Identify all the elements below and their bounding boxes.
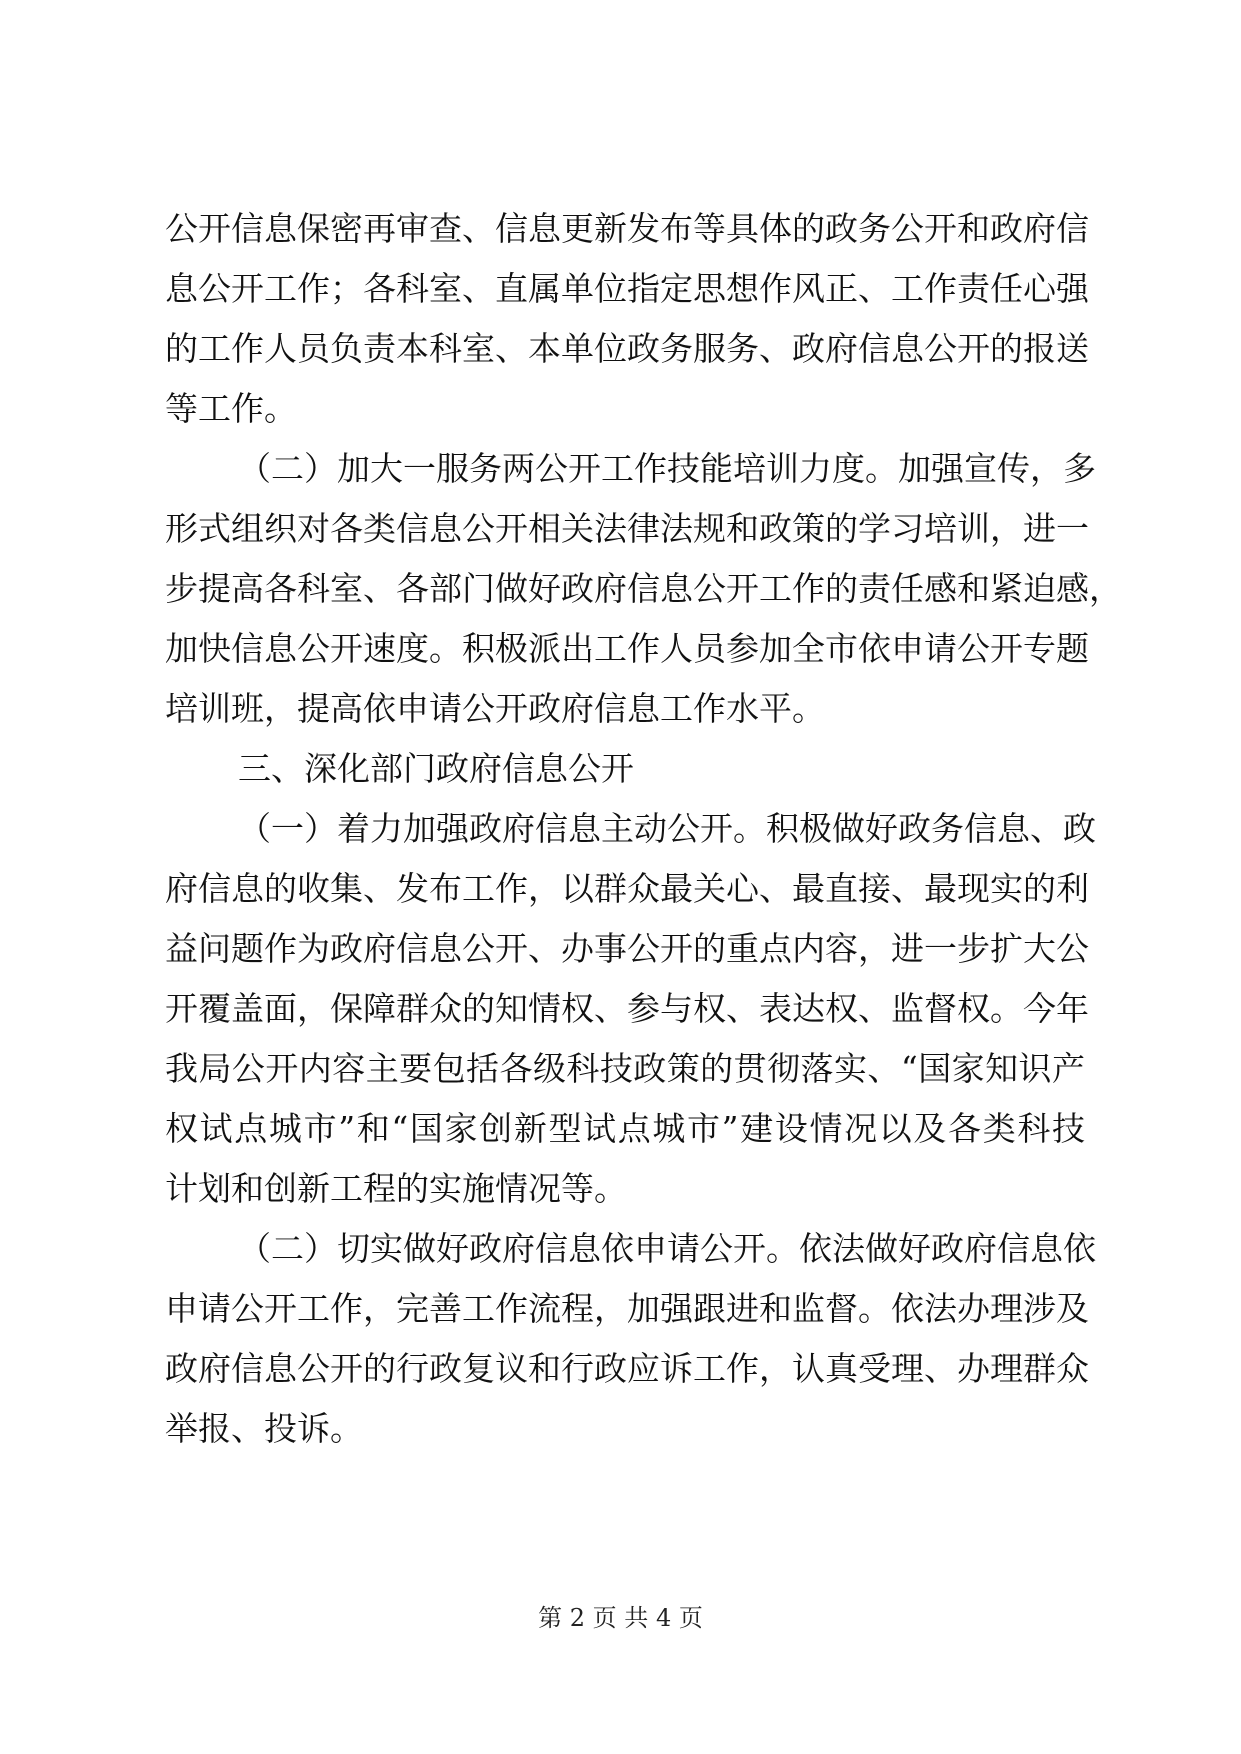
paragraph-heading-line: （二）加大一服务两公开工作技能培训力度。加强宣传，多	[238, 449, 1096, 488]
body-text-line: 计划和创新工程的实施情况等。	[165, 1169, 627, 1208]
paragraph-heading-line: （一）着力加强政府信息主动公开。积极做好政务信息、政	[238, 809, 1096, 848]
paragraph-heading-line: （二）切实做好政府信息依申请公开。依法做好政府信息依	[238, 1229, 1096, 1268]
body-text-line: 等工作。	[165, 389, 297, 428]
body-text-line: 公开信息保密再审查、信息更新发布等具体的政务公开和政府信	[165, 209, 1089, 248]
page-footer: 第 2 页 共 4 页	[538, 1604, 703, 1632]
body-text-line: 权试点城市”和“国家创新型试点城市”建设情况以及各类科技	[165, 1109, 1085, 1148]
body-text-line: 息公开工作；各科室、直属单位指定思想作风正、工作责任心强	[165, 269, 1089, 308]
body-text-line: 培训班，提高依申请公开政府信息工作水平。	[165, 689, 825, 728]
body-text-line: 加快信息公开速度。积极派出工作人员参加全市依申请公开专题	[165, 629, 1089, 668]
body-text-line: 府信息的收集、发布工作，以群众最关心、最直接、最现实的利	[165, 869, 1089, 908]
body-text-line: 我局公开内容主要包括各级科技政策的贯彻落实、“国家知识产	[165, 1049, 1085, 1088]
section-heading: 三、深化部门政府信息公开	[238, 749, 634, 788]
body-text-line: 步提高各科室、各部门做好政府信息公开工作的责任感和紧迫感，	[165, 569, 1122, 608]
body-text-line: 形式组织对各类信息公开相关法律法规和政策的学习培训，进一	[165, 509, 1089, 548]
body-text-line: 的工作人员负责本科室、本单位政务服务、政府信息公开的报送	[165, 329, 1089, 368]
body-text-line: 举报、投诉。	[165, 1409, 363, 1448]
body-text-line: 申请公开工作，完善工作流程，加强跟进和监督。依法办理涉及	[165, 1289, 1089, 1328]
body-text-line: 益问题作为政府信息公开、办事公开的重点内容，进一步扩大公	[165, 929, 1089, 968]
body-text-line: 政府信息公开的行政复议和行政应诉工作，认真受理、办理群众	[165, 1349, 1089, 1388]
body-text-line: 开覆盖面，保障群众的知情权、参与权、表达权、监督权。今年	[165, 989, 1089, 1028]
